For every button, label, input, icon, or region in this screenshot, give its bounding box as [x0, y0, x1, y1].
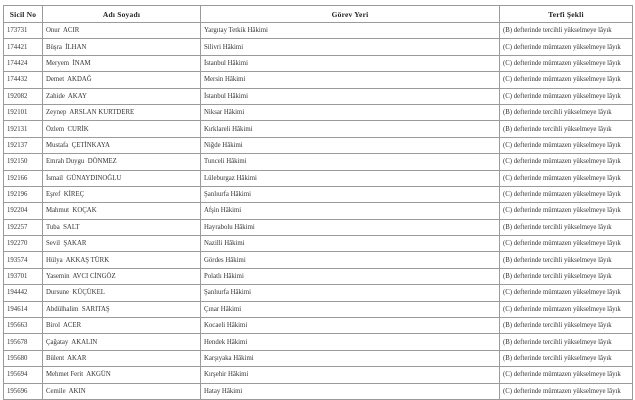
table-row [4, 203, 633, 219]
table-row [4, 104, 633, 120]
gorev-yeri-cell: Hatay Hâkimi [201, 383, 500, 399]
name-cell: Abdülhalim SARITAŞ [43, 301, 201, 317]
sicil-no-cell: 192196 [4, 186, 43, 202]
name-cell: Emrah Duygu DÖNMEZ [43, 154, 201, 170]
table-row [4, 219, 633, 235]
table-row [4, 252, 633, 268]
table-row [4, 39, 633, 55]
sicil-no-cell: 192204 [4, 203, 43, 219]
table-row [4, 236, 633, 252]
table-row [4, 137, 633, 153]
name-cell: Büşra İLHAN [43, 39, 201, 55]
gorev-yeri-cell: Polatlı Hâkimi [201, 268, 500, 284]
table-row [4, 350, 633, 366]
terfi-sekli-cell: (C) defterinde mümtazen yükselmeye lâyık [500, 383, 633, 399]
gorev-yeri-cell: Silivri Hâkimi [201, 39, 500, 55]
table-row [4, 301, 633, 317]
name-cell: Yasemin AVCI CİNGÖZ [43, 268, 201, 284]
terfi-sekli-cell: (B) defterinde tercihli yükselmeye lâyık [500, 121, 633, 137]
sicil-no-cell: 174421 [4, 39, 43, 55]
gorev-yeri-cell: Lüleburgaz Hâkimi [201, 170, 500, 186]
sicil-no-cell: 173731 [4, 23, 43, 39]
gorev-yeri-cell: Şanlıurfa Hâkimi [201, 285, 500, 301]
name-cell: Mehmet Ferit AKGÜN [43, 367, 201, 383]
sicil-no-cell: 195680 [4, 350, 43, 366]
terfi-sekli-cell: (B) defterinde tercihli yükselmeye lâyık [500, 268, 633, 284]
sicil-no-cell: 192131 [4, 121, 43, 137]
gorev-yeri-cell: Kocaeli Hâkimi [201, 318, 500, 334]
name-cell: Demet AKDAĞ [43, 72, 201, 88]
header-row [4, 6, 633, 23]
sicil-no-cell: 192257 [4, 219, 43, 235]
name-cell: Çağatay AKALIN [43, 334, 201, 350]
terfi-sekli-cell: (C) defterinde mümtazen yükselmeye lâyık [500, 236, 633, 252]
terfi-sekli-cell: (B) defterinde tercihli yükselmeye lâyık [500, 252, 633, 268]
gorev-yeri-cell: Gördes Hâkimi [201, 252, 500, 268]
terfi-sekli-cell: (C) defterinde mümtazen yükselmeye lâyık [500, 186, 633, 202]
column-header-terfi-sekli: Terfi Şekli [500, 6, 633, 23]
terfi-sekli-cell: (B) defterinde tercihli yükselmeye lâyık [500, 219, 633, 235]
gorev-yeri-cell: Mersin Hâkimi [201, 72, 500, 88]
table-row [4, 154, 633, 170]
gorev-yeri-cell: Kırklareli Hâkimi [201, 121, 500, 137]
terfi-sekli-cell: (C) defterinde mümtazen yükselmeye lâyık [500, 72, 633, 88]
sicil-no-cell: 193701 [4, 268, 43, 284]
sicil-no-cell: 174424 [4, 55, 43, 71]
name-cell: Birol ACER [43, 318, 201, 334]
sicil-no-cell: 195678 [4, 334, 43, 350]
table-row [4, 88, 633, 104]
terfi-sekli-cell: (C) defterinde mümtazen yükselmeye lâyık [500, 285, 633, 301]
judges-promotion-table [3, 5, 633, 400]
table-row [4, 72, 633, 88]
table-row [4, 55, 633, 71]
terfi-sekli-cell: (C) defterinde mümtazen yükselmeye lâyık [500, 154, 633, 170]
column-header-sicil-no: Sicil No [4, 6, 43, 23]
terfi-sekli-cell: (C) defterinde mümtazen yükselmeye lâyık [500, 301, 633, 317]
table-row [4, 285, 633, 301]
name-cell: Dursune KÜÇÜKEL [43, 285, 201, 301]
name-cell: Onur ACIR [43, 23, 201, 39]
table-row [4, 170, 633, 186]
terfi-sekli-cell: (C) defterinde mümtazen yükselmeye lâyık [500, 55, 633, 71]
name-cell: Tuba SALT [43, 219, 201, 235]
name-cell: Cemile AKIN [43, 383, 201, 399]
table-row [4, 367, 633, 383]
sicil-no-cell: 192166 [4, 170, 43, 186]
table-row [4, 186, 633, 202]
gorev-yeri-cell: Afşin Hâkimi [201, 203, 500, 219]
sicil-no-cell: 194614 [4, 301, 43, 317]
gorev-yeri-cell: İstanbul Hâkimi [201, 55, 500, 71]
sicil-no-cell: 192270 [4, 236, 43, 252]
gorev-yeri-cell: Şanlıurfa Hâkimi [201, 186, 500, 202]
terfi-sekli-cell: (B) defterinde tercihli yükselmeye lâyık [500, 350, 633, 366]
name-cell: Özlem CURİK [43, 121, 201, 137]
terfi-sekli-cell: (C) defterinde mümtazen yükselmeye lâyık [500, 203, 633, 219]
sicil-no-cell: 192150 [4, 154, 43, 170]
gorev-yeri-cell: Hendek Hâkimi [201, 334, 500, 350]
gorev-yeri-cell: Niğde Hâkimi [201, 137, 500, 153]
gorev-yeri-cell: İstanbul Hâkimi [201, 88, 500, 104]
terfi-sekli-cell: (B) defterinde tercihli yükselmeye lâyık [500, 334, 633, 350]
sicil-no-cell: 195663 [4, 318, 43, 334]
sicil-no-cell: 192101 [4, 104, 43, 120]
name-cell: Bülent AKAR [43, 350, 201, 366]
sicil-no-cell: 195696 [4, 383, 43, 399]
gorev-yeri-cell: Kırşehir Hâkimi [201, 367, 500, 383]
gorev-yeri-cell: Hayrabolu Hâkimi [201, 219, 500, 235]
sicil-no-cell: 192137 [4, 137, 43, 153]
table-row [4, 121, 633, 137]
column-header-gorev-yeri: Görev Yeri [201, 6, 500, 23]
sicil-no-cell: 193574 [4, 252, 43, 268]
terfi-sekli-cell: (C) defterinde mümtazen yükselmeye lâyık [500, 88, 633, 104]
sicil-no-cell: 192082 [4, 88, 43, 104]
gorev-yeri-cell: Niksar Hâkimi [201, 104, 500, 120]
name-cell: Hülya AKKAŞ TÜRK [43, 252, 201, 268]
sicil-no-cell: 194442 [4, 285, 43, 301]
name-cell: Zahide AKAY [43, 88, 201, 104]
table-row [4, 268, 633, 284]
name-cell: İsmail GÜNAYDINOĞLU [43, 170, 201, 186]
terfi-sekli-cell: (B) defterinde tercihli yükselmeye lâyık [500, 318, 633, 334]
table-row [4, 23, 633, 39]
gorev-yeri-cell: Nazilli Hâkimi [201, 236, 500, 252]
name-cell: Meryem İNAM [43, 55, 201, 71]
column-header-adi-soyadi: Adı Soyadı [43, 6, 201, 23]
terfi-sekli-cell: (C) defterinde mümtazen yükselmeye lâyık [500, 367, 633, 383]
terfi-sekli-cell: (C) defterinde mümtazen yükselmeye lâyık [500, 137, 633, 153]
gorev-yeri-cell: Karşıyaka Hâkimi [201, 350, 500, 366]
terfi-sekli-cell: (C) defterinde mümtazen yükselmeye lâyık [500, 39, 633, 55]
gorev-yeri-cell: Yargıtay Tetkik Hâkimi [201, 23, 500, 39]
name-cell: Mahmut KOÇAK [43, 203, 201, 219]
table-row [4, 318, 633, 334]
table-body [4, 23, 633, 400]
table-row [4, 334, 633, 350]
name-cell: Zeynep ARSLAN KURTDERE [43, 104, 201, 120]
name-cell: Sevil ŞAKAR [43, 236, 201, 252]
terfi-sekli-cell: (B) defterinde tercihli yükselmeye lâyık [500, 23, 633, 39]
name-cell: Mustafa ÇETİNKAYA [43, 137, 201, 153]
gorev-yeri-cell: Çınar Hâkimi [201, 301, 500, 317]
sicil-no-cell: 195694 [4, 367, 43, 383]
name-cell: Eşref KİREÇ [43, 186, 201, 202]
sicil-no-cell: 174432 [4, 72, 43, 88]
gorev-yeri-cell: Tunceli Hâkimi [201, 154, 500, 170]
table-row [4, 383, 633, 399]
terfi-sekli-cell: (B) defterinde tercihli yükselmeye lâyık [500, 104, 633, 120]
terfi-sekli-cell: (C) defterinde mümtazen yükselmeye lâyık [500, 170, 633, 186]
table-header [4, 6, 633, 23]
